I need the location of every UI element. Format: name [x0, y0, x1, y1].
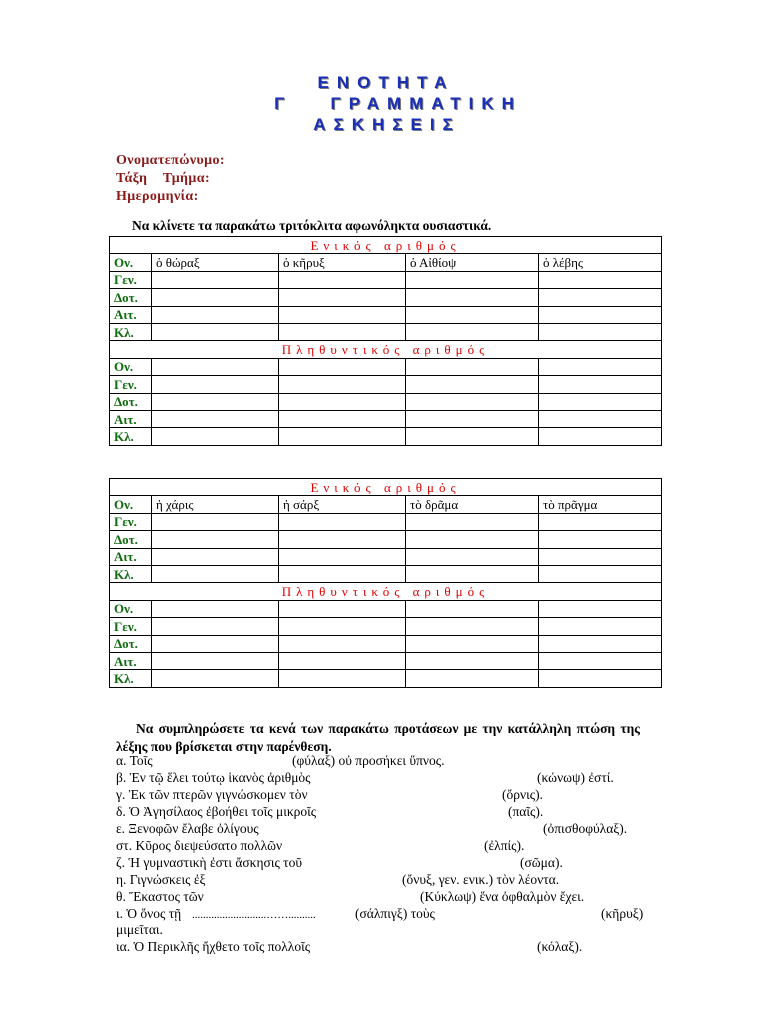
answer-cell[interactable] — [279, 271, 406, 288]
answer-cell[interactable] — [539, 289, 662, 306]
sentence-hint: (σῶμα). — [520, 855, 563, 870]
table-row — [110, 358, 662, 375]
table-row — [110, 618, 662, 635]
exercise2-instruction-text: Να συμπληρώσετε τα κενά των παρακάτω προτάσεων με την κατάλληλη πτώση της λέξης που βρίσκεται στην παρένθεση. — [116, 721, 640, 754]
sentence: δ. Ὁ Ἀγησίλαος ἐβοήθει τοῖς μικροῖς — [116, 804, 317, 819]
table-row — [110, 600, 662, 617]
answer-cell[interactable] — [539, 271, 662, 288]
answer-cell[interactable] — [539, 513, 662, 530]
answer-cell[interactable] — [152, 428, 279, 445]
answer-cell[interactable] — [279, 548, 406, 565]
sentence: ι. Ὁ ὄνος τῇ — [116, 906, 182, 921]
case-label: Κλ. — [110, 565, 152, 582]
answer-cell[interactable] — [152, 410, 279, 427]
sentence: θ. Ἕκαστος τῶν — [116, 889, 204, 904]
table-row — [110, 548, 662, 565]
answer-cell[interactable] — [279, 635, 406, 652]
answer-cell[interactable] — [406, 323, 539, 340]
answer-cell[interactable] — [406, 652, 539, 669]
noun-header: ὁ Αἰθίοψ — [406, 254, 539, 271]
noun-header: ὁ κῆρυξ — [279, 254, 406, 271]
sentence-hint: (ἐλπίς). — [484, 838, 525, 853]
sentence-hint: (ὄρνις). — [502, 787, 543, 802]
case-label: Δοτ. — [110, 531, 152, 548]
case-label: Αιτ. — [110, 652, 152, 669]
answer-cell[interactable] — [279, 565, 406, 582]
sentence: η. Γιγνώσκεις ἐξ — [116, 872, 206, 887]
answer-cell[interactable] — [539, 358, 662, 375]
answer-cell[interactable] — [152, 600, 279, 617]
student-info — [116, 152, 225, 206]
answer-cell[interactable] — [539, 618, 662, 635]
sentence: β. Ἐν τῷ ἕλει τούτῳ ἱκανὸς ἀριθμὸς — [116, 770, 311, 785]
answer-cell[interactable] — [279, 289, 406, 306]
sentence-hint: (σάλπιγξ) τοὺς — [355, 906, 435, 921]
case-label: Ον. — [110, 358, 152, 375]
answer-cell[interactable] — [279, 393, 406, 410]
answer-cell[interactable] — [539, 635, 662, 652]
table-row — [110, 306, 662, 323]
table-row — [110, 271, 662, 288]
answer-cell[interactable] — [406, 410, 539, 427]
table-row — [110, 376, 662, 393]
sentence-hint: (ὄνυξ, γεν. ενικ.) τὸν λέοντα. — [402, 872, 560, 887]
answer-cell[interactable] — [279, 670, 406, 687]
table-row — [110, 670, 662, 687]
answer-cell[interactable] — [152, 618, 279, 635]
answer-cell[interactable] — [406, 306, 539, 323]
noun-header: τὸ πρᾶγμα — [539, 496, 662, 513]
answer-cell[interactable] — [152, 652, 279, 669]
blank-line[interactable]: ...........................…….......... — [192, 909, 316, 921]
answer-cell[interactable] — [152, 306, 279, 323]
answer-cell[interactable] — [539, 393, 662, 410]
case-label: Γεν. — [110, 376, 152, 393]
sentence: ε. Ξενοφῶν ἔλαβε ὀλίγους — [116, 821, 259, 836]
answer-cell[interactable] — [279, 652, 406, 669]
case-label: Δοτ. — [110, 289, 152, 306]
unit-heading: ΕΝΟΤΗΤΑ — [317, 73, 455, 92]
table-row — [110, 652, 662, 669]
sentence: ζ. Ἡ γυμναστικὴ ἐστι ἄσκησις τοῦ — [116, 855, 303, 870]
answer-cell[interactable] — [406, 393, 539, 410]
noun-header: ἡ σάρξ — [279, 496, 406, 513]
sentence: α. Τοῖς — [116, 753, 153, 768]
sentence-hint: (Κύκλωψ) ἕνα ὀφθαλμὸν ἔχει. — [420, 889, 585, 904]
case-label: Αιτ. — [110, 548, 152, 565]
singular-header: Ενικός αριθμός — [110, 237, 662, 254]
answer-cell[interactable] — [152, 358, 279, 375]
case-label: Δοτ. — [110, 393, 152, 410]
answer-cell[interactable] — [152, 376, 279, 393]
plural-header: Πληθυντικός αριθμός — [110, 341, 662, 358]
case-label: Γεν. — [110, 618, 152, 635]
sentence-continuation: μιμεῖται. — [116, 922, 163, 937]
answer-cell[interactable] — [152, 271, 279, 288]
table-row — [110, 565, 662, 582]
sentence: στ. Κῦρος διεψεύσατο πολλῶν — [116, 838, 283, 853]
sentence: γ. Ἐκ τῶν πτερῶν γιγνώσκομεν τὸν — [116, 787, 308, 802]
answer-cell[interactable] — [152, 513, 279, 530]
noun-header: ὁ θώραξ — [152, 254, 279, 271]
answer-cell[interactable] — [539, 652, 662, 669]
answer-cell[interactable] — [152, 289, 279, 306]
answer-cell[interactable] — [539, 548, 662, 565]
sentence-hint: (ὀπισθοφύλαξ). — [543, 821, 628, 836]
answer-cell[interactable] — [279, 513, 406, 530]
answer-cell[interactable] — [152, 635, 279, 652]
answer-cell[interactable] — [279, 618, 406, 635]
answer-cell[interactable] — [152, 531, 279, 548]
sentence-hint: (κώνωψ) ἐστί. — [537, 770, 614, 785]
answer-cell[interactable] — [152, 670, 279, 687]
case-label: Γεν. — [110, 513, 152, 530]
answer-cell[interactable] — [152, 548, 279, 565]
sentence: ια. Ὁ Περικλῆς ἤχθετο τοῖς πολλοῖς — [116, 939, 311, 954]
case-label: Ον. — [110, 600, 152, 617]
answer-cell[interactable] — [279, 376, 406, 393]
sentence-hint: (παῖς). — [508, 804, 544, 819]
answer-cell[interactable] — [539, 306, 662, 323]
case-label: Κλ. — [110, 428, 152, 445]
answer-cell[interactable] — [406, 271, 539, 288]
answer-cell[interactable] — [279, 428, 406, 445]
answer-cell[interactable] — [406, 565, 539, 582]
table-row — [110, 289, 662, 306]
declension-table-1 — [109, 236, 662, 446]
sentence-hint: (κόλαξ). — [537, 939, 583, 954]
case-label: Αιτ. — [110, 410, 152, 427]
date-field-label: Ημερομηνία: — [116, 189, 199, 204]
answer-cell[interactable] — [406, 289, 539, 306]
answer-cell[interactable] — [406, 600, 539, 617]
table-row — [110, 496, 662, 513]
answer-cell[interactable] — [279, 358, 406, 375]
class-field-label: Τάξη Τμήμα: — [116, 171, 211, 186]
answer-cell[interactable] — [152, 323, 279, 340]
singular-header: Ενικός αριθμός — [110, 479, 662, 496]
answer-cell[interactable] — [406, 531, 539, 548]
answer-cell[interactable] — [539, 323, 662, 340]
case-label: Γεν. — [110, 271, 152, 288]
answer-cell[interactable] — [406, 358, 539, 375]
case-label: Ον. — [110, 254, 152, 271]
table-row — [110, 410, 662, 427]
answer-cell[interactable] — [279, 306, 406, 323]
answer-cell[interactable] — [279, 323, 406, 340]
answer-cell[interactable] — [539, 565, 662, 582]
table-row — [110, 635, 662, 652]
exercise1-instruction: Να κλίνετε τα παρακάτω τριτόκλιτα αφωνόληκτα ουσιαστικά. — [132, 218, 492, 233]
noun-header: ὁ λέβης — [539, 254, 662, 271]
answer-cell[interactable] — [279, 531, 406, 548]
sentence-hint: (κῆρυξ) — [601, 906, 644, 921]
case-label: Κλ. — [110, 670, 152, 687]
answer-cell[interactable] — [539, 600, 662, 617]
title-block — [0, 72, 768, 135]
grammar-heading: Γ ΓΡΑΜΜΑΤΙΚΗ — [274, 94, 522, 113]
noun-header: τὸ δρᾶμα — [406, 496, 539, 513]
table-row — [110, 531, 662, 548]
case-label: Κλ. — [110, 323, 152, 340]
sentence-hint: (φύλαξ) οὐ προσήκει ὕπνος. — [292, 753, 445, 768]
plural-header: Πληθυντικός αριθμός — [110, 583, 662, 600]
answer-cell[interactable] — [539, 376, 662, 393]
declension-table-2 — [109, 478, 662, 688]
noun-header: ἡ χάρις — [152, 496, 279, 513]
table-row — [110, 254, 662, 271]
answer-cell[interactable] — [152, 393, 279, 410]
answer-cell[interactable] — [539, 410, 662, 427]
case-label: Ον. — [110, 496, 152, 513]
answer-cell[interactable] — [406, 376, 539, 393]
answer-cell[interactable] — [152, 565, 279, 582]
name-field-label: Ονοματεπώνυμο: — [116, 153, 225, 168]
answer-cell[interactable] — [279, 600, 406, 617]
answer-cell[interactable] — [406, 618, 539, 635]
table-row — [110, 393, 662, 410]
answer-cell[interactable] — [406, 428, 539, 445]
answer-cell[interactable] — [406, 513, 539, 530]
case-label: Αιτ. — [110, 306, 152, 323]
answer-cell[interactable] — [539, 428, 662, 445]
table-row — [110, 513, 662, 530]
answer-cell[interactable] — [406, 548, 539, 565]
exercises-heading: ΑΣΚΗΣΕΙΣ — [313, 115, 461, 134]
exercise2-instruction — [116, 720, 640, 756]
answer-cell[interactable] — [406, 670, 539, 687]
case-label: Δοτ. — [110, 635, 152, 652]
answer-cell[interactable] — [406, 635, 539, 652]
table-row — [110, 428, 662, 445]
answer-cell[interactable] — [539, 531, 662, 548]
answer-cell[interactable] — [539, 670, 662, 687]
table-row — [110, 323, 662, 340]
answer-cell[interactable] — [279, 410, 406, 427]
